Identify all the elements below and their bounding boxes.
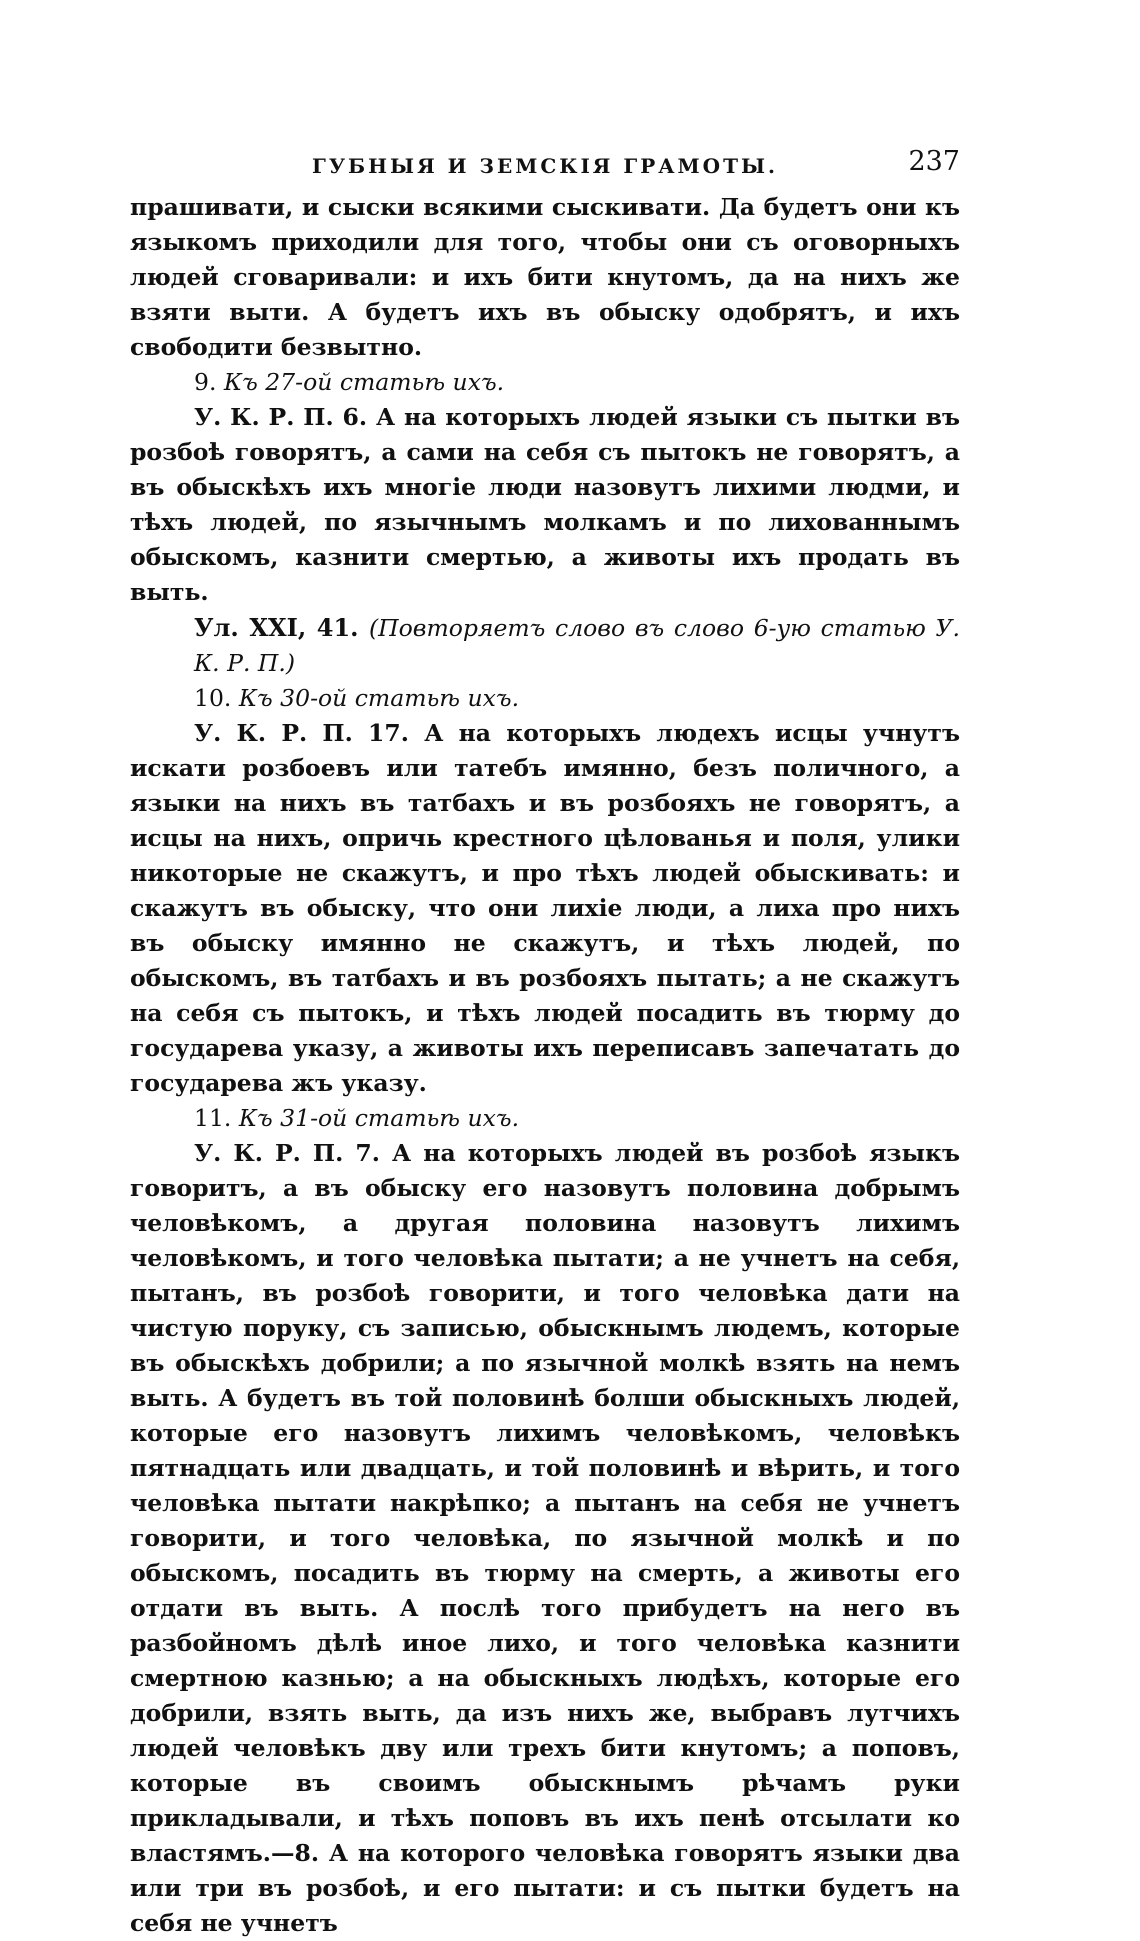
section-number: 10. [194, 684, 232, 712]
page-number: 237 [908, 146, 960, 177]
article-text: А на которыхъ людей языки съ пытки въ розбоѣ говорятъ, а сами на себя съ пытокъ не говорятъ, а въ обыскѣхъ ихъ многіе люди назовутъ лихими людми, и тѣхъ людей, по язычнымъ молкамъ и по лихованнымъ обыскомъ, казнити смертью, а животы ихъ продать въ выть. [130, 403, 961, 606]
note-reference: Ул. XXI, 41. [194, 613, 359, 642]
section-title: Къ 27-ой статьѣ ихъ. [223, 368, 505, 396]
body-text [130, 190, 960, 1941]
document-page [130, 140, 960, 1941]
section-title: Къ 31-ой статьѣ ихъ. [238, 1104, 520, 1132]
article-reference: У. К. Р. П. 6. [194, 403, 368, 431]
article-text: А на которыхъ людей въ розбоѣ языкъ говоритъ, а въ обыску его назовутъ половина добрымъ человѣкомъ, а другая половина назовутъ лихимъ человѣкомъ, и того человѣка пытати; а не учнетъ на себя, пытанъ, въ розбоѣ говорити, и того человѣка дати на чистую поруку, съ записью, обыскнымъ людемъ, которые въ обыскѣхъ добрили; а по язычной молкѣ взять на немъ выть. А будетъ въ той половинѣ болши обыскныхъ людей, которые его назовутъ лихимъ человѣкомъ, человѣкъ пятнадцать или двадцать, и той половинѣ и вѣрить, и того человѣка пытати накрѣпко; а пытанъ на себя не учнетъ говорити, и того человѣка, по язычной молкѣ и по обыскомъ, посадить въ тюрму на смерть, а животы его отдати въ выть. А послѣ того прибудетъ на него въ разбойномъ дѣлѣ иное лихо, и того человѣка казнити смертною казнью; а на обыскныхъ людѣхъ, которые его добрили, взять выть, да изъ нихъ же, выбравъ лутчихъ людей человѣкъ дву или трехъ бити кнутомъ; а поповъ, которые въ своимъ обыскнымъ рѣчамъ руки прикладывали, и тѣхъ поповъ въ ихъ пенѣ отсылати ко властямъ.—8. А на которого человѣка говорятъ языки два или три въ розбоѣ, и его пытати: и съ пытки будетъ на себя не учнетъ [130, 1139, 960, 1937]
section-title: Къ 30-ой статьѣ ихъ. [238, 684, 520, 712]
paragraph-article-7 [130, 1136, 960, 1941]
section-heading-10 [130, 681, 960, 716]
section-number: 9. [194, 368, 217, 396]
note-text: (Повторяетъ слово въ слово 6-ую статью У. К. Р. П.) [194, 614, 961, 677]
paragraph-continuation: прашивати, и сыски всякими сыскивати. Да будетъ они къ языкомъ приходили для того, чтобы они съ оговорныхъ людей сговаривали: и ихъ бити кнутомъ, да на нихъ же взяти выти. А будетъ ихъ въ обыску одобрятъ, и ихъ свободити безвытно. [130, 193, 960, 361]
article-reference: У. К. Р. П. 7. [194, 1139, 380, 1167]
section-heading-11 [130, 1101, 960, 1136]
ulozhenie-note [130, 610, 960, 681]
paragraph-article-17 [130, 716, 960, 1101]
section-number: 11. [194, 1104, 232, 1132]
article-reference: У. К. Р. П. 17. [194, 719, 409, 747]
article-text: А на которыхъ людехъ исцы учнутъ искати розбоевъ или татебъ имянно, безъ поличного, а языки на нихъ въ татбахъ и въ розбояхъ не говорятъ, а исцы на нихъ, опричь крестного цѣлованья и поля, улики никоторые не скажутъ, и про тѣхъ людей обыскивать: и скажутъ въ обыску, что они лихіе люди, а лиха про нихъ въ обыску имянно не скажутъ, и тѣхъ людей, по обыскомъ, въ татбахъ и въ розбояхъ пытать; а не скажутъ на себя съ пытокъ, и тѣхъ людей посадить въ тюрму до государева указу, а животы ихъ переписавъ запечатать до государева жъ указу. [130, 719, 960, 1097]
running-title: ГУБНЫЯ И ЗЕМСКІЯ ГРАМОТЫ. [312, 154, 778, 178]
running-head [130, 140, 960, 190]
paragraph-article-6 [130, 400, 960, 610]
section-heading-9 [130, 365, 960, 400]
